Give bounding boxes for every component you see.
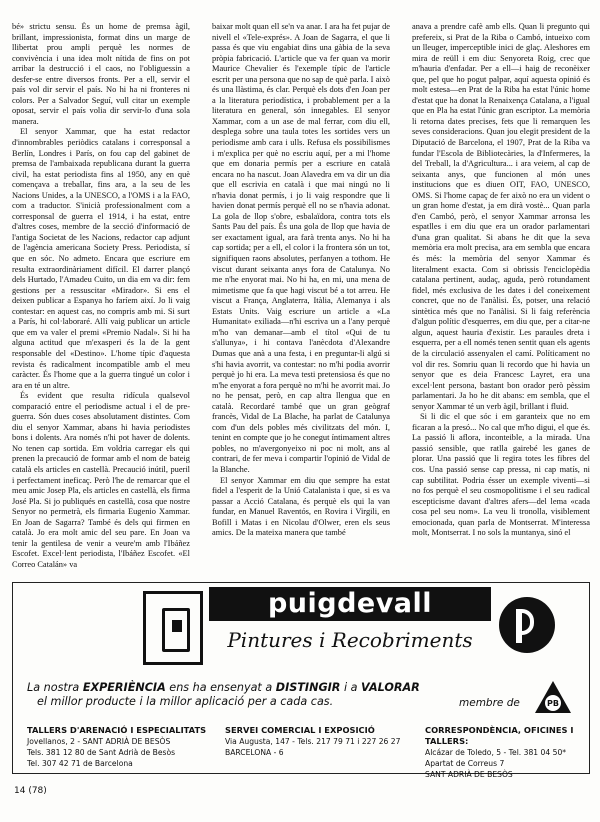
ad-subtitle: Pintures i Recobriments (227, 628, 473, 652)
slogan-line-2: el millor producte i la millor aplicació per a cada cas. (37, 695, 334, 708)
paragraph: anava a prendre cafè amb ells. Quan li pregunto qui prefereix, si Prat de la Riba o Cambó, intueixo com un lleuger, imperceptible inici de glaç. Aleshores em mira de reüll i em diu: Senyoreta Roig, crec que m'hauria d'enfadar. Per a ell—i haig de reconèixer que, pel que ho pogut palpar, aquí aquesta opinió és molt estesa—en Prat de la Riba ha estat l'únic home d'estat que ha donat la Renaixença Catalana, a l'igual que en Pla ha estat l'únic gran escriptor. La memòria li retorna dates precises, fets que li remarquen les seves consideracions. Quan jou elegit president de la Diputació de Barcelona, el 1907, Prat de la Riba va fundar l'Escola de Bibliotecàries, la d'Infermeres, la del Treball, la d'Agricultura... i ara veiem, al cap de seixanta anys, que funcionen al món unes institucions que es diuen OIT, FAO, UNESCO, OMS. Si l'home capaç de fer això no era un vident o un gran home d'estat, ja em dirà vostè... Quan parla d'en Cambó, però, el senyor Xammar arronsa les espatlles i em diu que era un orador parlamentari d'una gran qualitat. Si abans he dit que la seva memòria era molt precisa, ara em sembla que encara és més: la memòria del senyor Xammar és literalment exacta. Com si obrissis l'enciclopèdia catalana pertinent, audaç, aguda, però rotundament fidel, més exclusiva de les dates i del coneixement concret, que no de l'anàlisi. És, potser, una relació sintètica més que no l'anàlisi. Si li faig referència d'algun polític d'esquerres, em diu que, per a citar-ne algun, aquest hauria d'existir. Les paraules dreta i esquerra, per a ell només tenen sentit quan els agents de la circulació assenyalen el camí. Políticament no vol dir res. Somriu quan li recordo que hi havia un senyor que es deia Francesc Layret, era una excel·lent persona, bastant bon orador però pèssim parlamentari. Ja ho he dit abans: em sembla, que el senyor Xammar té un verb àgil, brillant i fluid. (412, 22, 590, 411)
ad-brand-name: puigdevall (209, 587, 491, 621)
address-line: SANT ADRIÀ DE BESÒS (425, 770, 513, 779)
address-line: Jovellanos, 2 - SANT ADRIÀ DE BESÒS (27, 737, 171, 746)
address-workshop (27, 725, 207, 769)
ad-slogan (27, 681, 527, 709)
member-logo-icon (533, 679, 573, 715)
slogan-emphasis: VALORAR (361, 681, 420, 694)
address-line: Apartat de Correus 7 (425, 759, 505, 768)
address-heading: CORRESPONDÈNCIA, OFICINES I TALLERS: (425, 725, 574, 746)
address-offices (425, 725, 590, 780)
svg-text:PB: PB (547, 699, 559, 708)
page-number: 14 (78) (14, 786, 47, 796)
slogan-emphasis: DISTINGIR (275, 681, 341, 694)
address-commercial (225, 725, 405, 758)
slogan-emphasis: EXPERIÈNCIA (82, 681, 166, 694)
article-column-3 (412, 22, 590, 575)
slogan-text: La nostra (27, 681, 83, 694)
address-heading: TALLERS D'ARENACIÓ I ESPECIALITATS (27, 725, 207, 735)
address-line: Alcázar de Toledo, 5 - Tel. 381 04 50* (425, 748, 567, 757)
p-logo-icon (499, 597, 555, 653)
article-column-2 (212, 22, 390, 575)
address-line: BARCELONA - 6 (225, 748, 284, 757)
address-line: Tels. 381 12 80 de Sant Adrià de Besòs (27, 748, 176, 757)
slogan-text: ens ha ensenyat a (165, 681, 276, 694)
paragraph: El senyor Xammar em diu que sempre ha estat fidel a l'esperit de la Unió Catalanista i que, si es va passar a Acció Catalana, és perquè els qui la van fundar, en Manuel Raventós, en Rovira i Virgili, en Bofill i Matas i en Nicolau d'Olwer, eren els seus amics. De la mateixa manera que també (212, 475, 390, 538)
member-label: membre de (459, 697, 520, 709)
paragraph: Si li dic el que sóc i em garanteix que no em ficaran a la presó... No cal que m'ho digui, el que és. La passió li aflora, inconteible, a la mirada. Una passió sensible, que ratlla gairebé les ganes de plorar. Una passió que li regira totes les fibres del cos. Una passió sense cap pressa, ni cap matís, ni cap subtilitat. Podria ésser un exemple viventi—si no fos perquè el seu cosmopolitisme i el seu radical escepticisme davant d'altres afers—del lema «cada cosa pel seu nom». La veu li tronolla, visiblement emocionada, quan parla de Montserrat. M'interessa molt, Montserrat. I no sols la muntanya, sinó el (412, 412, 590, 538)
address-line: Via Augusta, 147 - Tels. 217 79 71 i 227 26 27 (225, 737, 401, 746)
door-logo-icon (143, 591, 203, 665)
paragraph: bé» strictu sensu. És un home de premsa àgil, brillant, impressionista, format dins un marge de llibertat prou ampli perquè les normes de convivència i una idea molt nítida de fins on pot arribar la destrucció i el caos, no l'obliguessin a desfer-se entre diversos fronts. Per a ell, servir el país vol dir servir el país. No hi ha ni fronteres ni colors. Per a Salvador Seguí, vull citar un exemple oposat, servir el país volia dir servir-lo d'una sola manera. (12, 22, 190, 126)
address-heading: SERVEI COMERCIAL I EXPOSICIÓ (225, 725, 375, 735)
paragraph: És evident que resulta ridícula qualsevol comparació entre el periodisme actual i el de pre-guerra. Són dues coses absolutament distintes. Com diu el senyor Xammar, abans hi havia periodistes bons i dolents. Ara només n'hi pot haver de dolents. No tenen cap sortida. Em voldria carregar els qui prenen la precaució de formar amb el nom de bateig català els articles en castellà. Precaució inútil, pueril i perfectament ineficaç. Però l'he de remarcar que el meu amic Josep Pla, els articles en castellà, els firma José Pla. Si jo publiqués en castellà, cosa que nostre Senyor no permetrà, els firmaria Eugenio Xammar. En Joan de Sagarra? També és dels qui firmen en català. Jo era molt amic del seu pare. En Joan va tenir la gentilesa de venir a veure'm amb l'Ibáñez Escofet. Excel·lent periodista, l'Ibáñez Escofet. «El Correo Catalán» va (12, 391, 190, 569)
slogan-text: i a (340, 681, 362, 694)
address-line: Tel. 307 42 71 de Barcelona (27, 759, 133, 768)
article-column-1 (12, 22, 190, 575)
paragraph: El senyor Xammar, que ha estat redactor d'innombrables periòdics catalans i corresponsal a Berlín, Londres i París, on fou cap del gabinet de premsa de l'ambaixada republicana durant la guerra civil, ha estat periodista fins al 1950, any en què començava a treballar, fins ara, a la seu de les Nacions Unides, a la UNESCO, a l'OMS i a la FAO, com a traductor. S'inicià professionalment com a corresponsal de guerra el 1914, i ha estat, entre d'altres coses, membre de la secció d'informació de l'antiga Societat de les Nacions, redactor cap adjunt de l'agència americana Society Press. Periodista, sí que en sóc. No admeto. Encara que escriure em resulta extraordinàriament difícil. El darrer plançó dels Hurtado, l'Amadeu Cuito, un dia em va dir: fem gestions per a ressuscitar «Mirador». Si ens el deixen publicar a Espanya ho faríem així. Jo li vaig contestar: en aquest cas, no compris amb mi. Si surt a París, hi col·laboraré. Allí vaig publicar un article que em va valer el premi «Premio Nadal». Si hi ha alguna actitud que m'exasperi és la de la gent responsable del «Destino». L'home típic d'aquesta revista és radicalment incompatible amb el meu caràcter. És l'home que a la guerra tingué un color i ara en té un altre. (12, 127, 190, 390)
advertisement (12, 582, 590, 779)
paragraph: baixar molt quan ell se'n va anar. I ara ha fet pujar de nivell el «Tele-exprés». A Joan de Sagarra, el que li passa és que viu engabiat dins una gàbia de la seva pròpia fabricació. L'article que va fer quan va morir Maurice Chevalier és l'exemple típic de l'article escrit per una persona que no sap de què parla. I això és una llàstima, és clar. Perquè els dots d'en Joan per a la literatura periodística, i probablement per a la literatura en general, són innegables. El senyor Xammar, com a un ase de mal ferrar, com diu ell, desplega sobre una taula totes les sortides vers un periodisme amb cara i ulls. Refusa els possibilismes i m'explica per què no escriu aquí, per a mi l'home que em donaria permís per a escriure en català encara no ha nascut. Joan Alavedra em va dir un dia que ell escrivia en català i que mai ningú no li n'havia donat permís, i jo li vaig respondre que li havien donat permís perquè ell no se n'havia adonat. La gola de llop s'obre, esbalaïdora, contra tots els Sants Pau del país. És una gola de llop que havia de ser exactament igual, ara farà trenta anys. No hi ha cap sortida; per a ell, el color i la frontera són un tot, signifiquen raons absolutes, perfanyen a tothom. He viscut durant seixanta anys fora de Catalunya. No me n'he enyorat mai. No hi ha, en mi, una mena de mimetisme que fa que hagi viscut bé a tot arreu. He viscut a França, Anglaterra, Itàlia, Alemanya i als Estats Units. Vaig escriure un article a «La Humanitat» exiliada—n'hi escriva un a l'any perquè m'ho van demanar—amb el títol «Qui de tu s'allunya», i hi contava l'anècdota d'Alexandre Dumas que anà a una festa, i en preguntar-li algú si s'hi havia avorrit, va contestar: no m'hi podia avorrir perquè jo hi era. La meva testi pretensiosa és que no m'he enyorat a fora perquè no m'hi he avorrit mai. Jo no he pensat, però, en cap altra llengua que en català. Recordaré també que un gran geògraf francès, Vidal de La Blache, ha parlat de Catalunya com d'un dels pobles més civilitzats del món. I, tenint en compte que jo he conegut íntimament altres pobles, no m'avergonyeixo ni poc ni molt, ans al contrari, de fer meva i compartir l'opinió de Vidal de la Blanche. (212, 22, 390, 474)
